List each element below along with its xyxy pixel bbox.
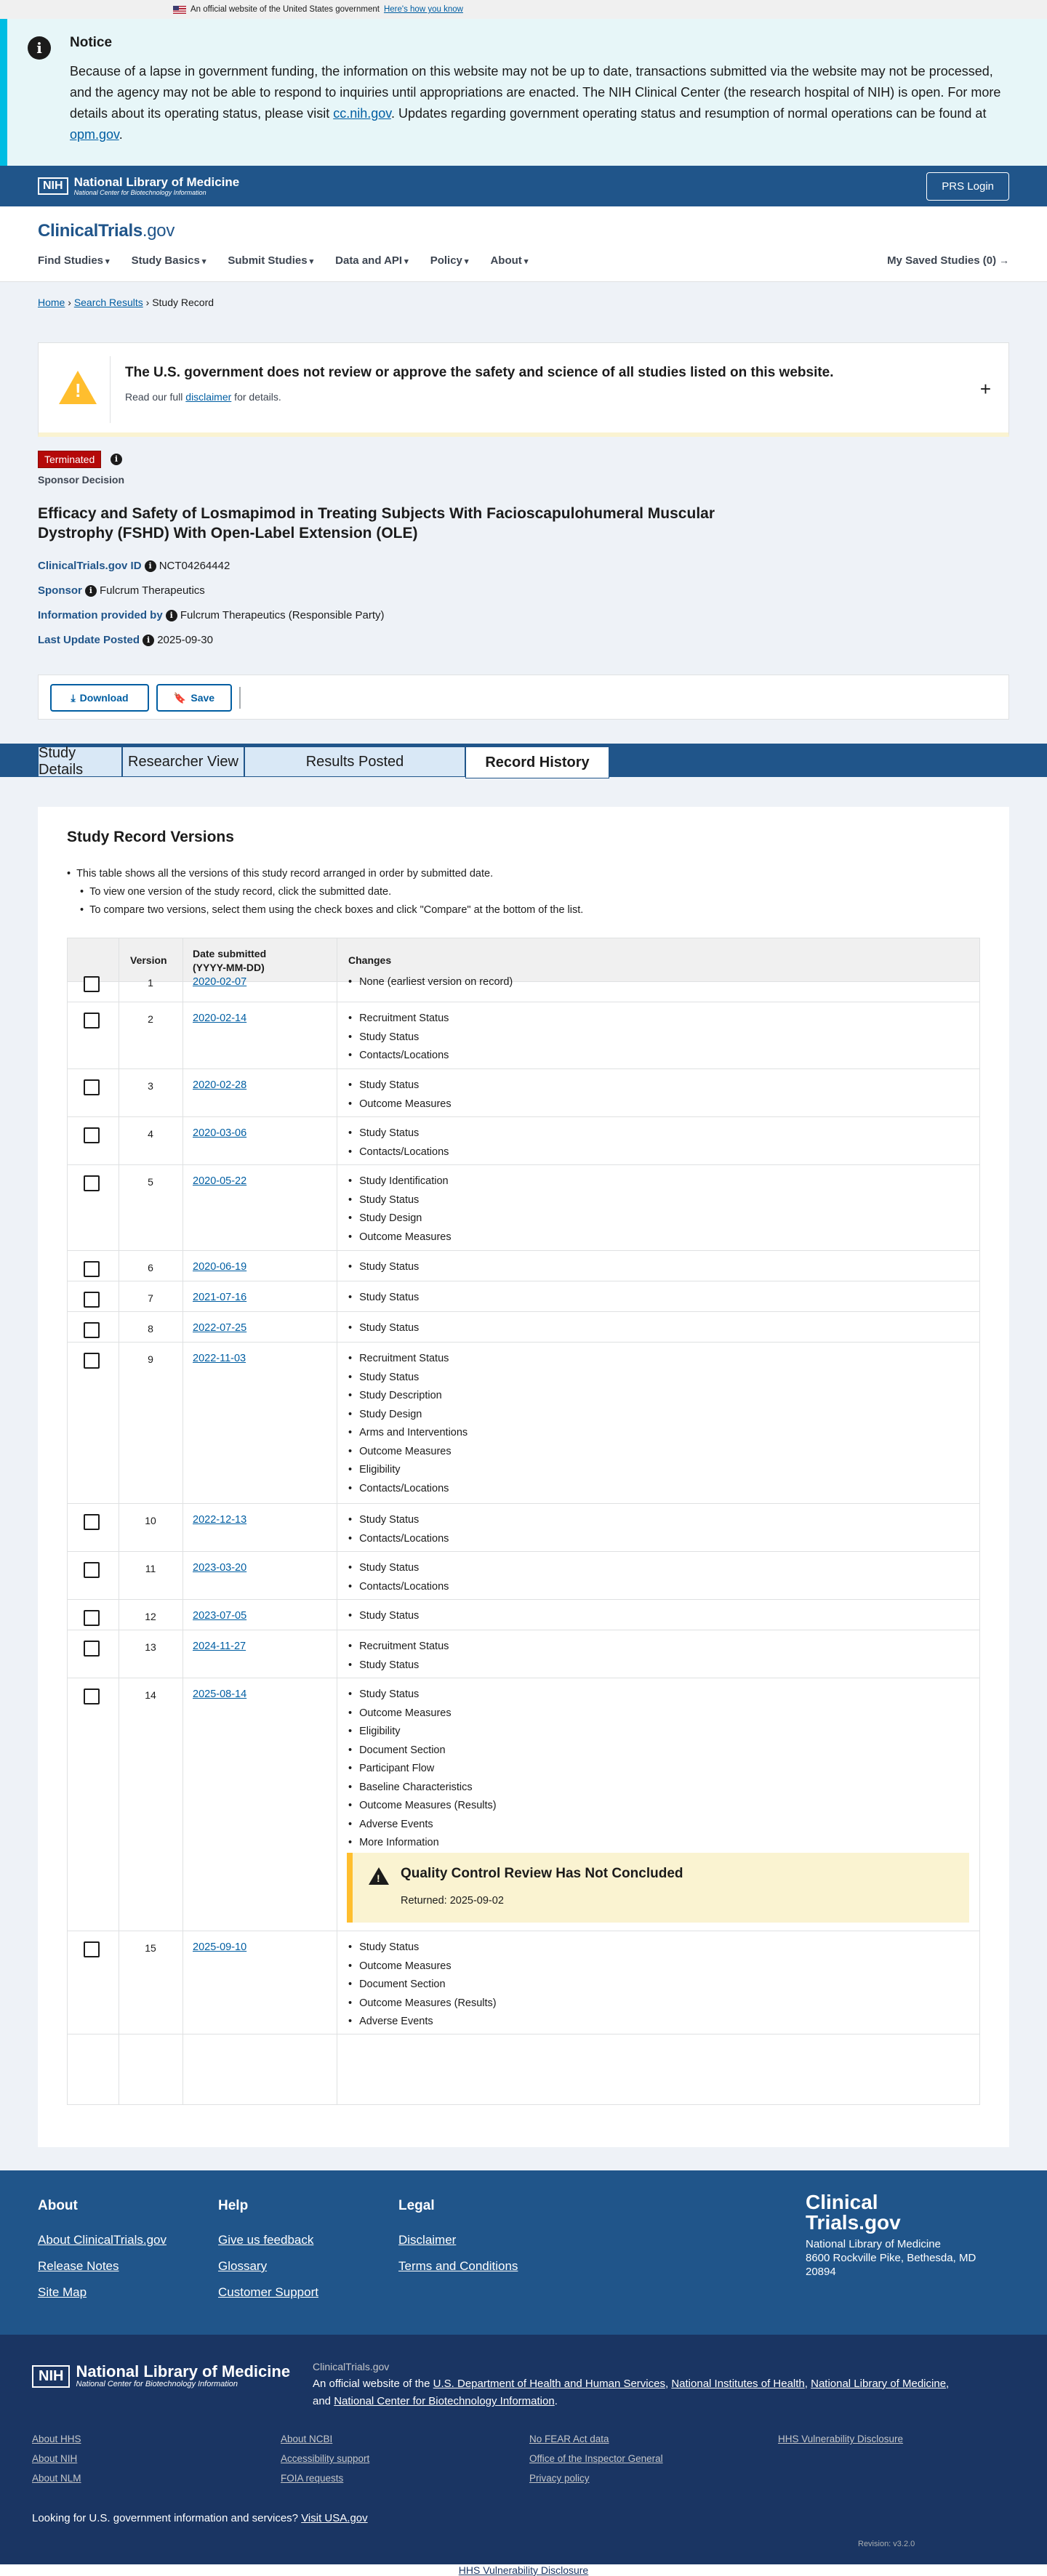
notice-title: Notice bbox=[70, 35, 113, 50]
my-saved-studies-link[interactable]: My Saved Studies (0) → bbox=[887, 254, 1009, 267]
revision: Revision: v3.2.0 bbox=[858, 2540, 915, 2548]
accessibility-link[interactable]: Accessibility support bbox=[281, 2453, 370, 2464]
disclaimer-link[interactable]: disclaimer bbox=[185, 391, 232, 403]
breadcrumb-search-results[interactable]: Search Results bbox=[73, 297, 143, 308]
bottom-vulnerability-link[interactable]: HHS Vulnerability Disclosure bbox=[458, 2564, 589, 2576]
version-number: 5 bbox=[148, 1176, 153, 1188]
footer-links-col4 bbox=[778, 2434, 903, 2453]
version-number: 8 bbox=[148, 1323, 153, 1335]
version-number: 15 bbox=[145, 1942, 156, 1954]
change-item: • Study Status bbox=[348, 1191, 452, 1210]
change-item: • Study Description bbox=[348, 1387, 468, 1406]
nav-data-api[interactable]: Data and API ▾ bbox=[335, 254, 409, 267]
version-checkbox[interactable] bbox=[84, 1610, 100, 1626]
change-item: • Contacts/Locations bbox=[348, 1143, 449, 1162]
official-website-text: ClinicalTrials.gov An official website of the U.S. Department of Health and Human Services, National Institutes of Health, National Library of Medicine, and National Center for Biotechnology Information. bbox=[313, 2361, 950, 2407]
change-item: • Outcome Measures (Results) bbox=[348, 1995, 497, 2013]
change-list bbox=[348, 1289, 419, 1308]
change-item: • Document Section bbox=[348, 1976, 497, 1995]
version-date-link[interactable]: 2022-07-25 bbox=[193, 1322, 247, 1334]
site-header bbox=[0, 206, 1047, 282]
gov-banner bbox=[0, 0, 1047, 19]
inspector-general-link[interactable]: Office of the Inspector General bbox=[529, 2453, 663, 2464]
nav-find-studies[interactable]: Find Studies ▾ bbox=[38, 254, 110, 267]
version-date-link[interactable]: 2020-03-06 bbox=[193, 1127, 247, 1139]
change-list bbox=[348, 973, 513, 992]
version-checkbox[interactable] bbox=[84, 1689, 100, 1704]
expand-icon[interactable]: + bbox=[979, 378, 991, 400]
nih-logo-icon: NIH bbox=[38, 177, 68, 195]
tab-researcher-view[interactable]: Researcher View bbox=[122, 746, 244, 777]
version-date-link[interactable]: 2020-06-19 bbox=[193, 1261, 247, 1273]
notice-body: Because of a lapse in government funding, the information on this website may not be up to date, transactions submitted via the website may not be processed, and the agency may not be able to respond to inquiries until appropriations are enacted. The NIH Clinical Center (the research hospital of NIH) is open. For more details about its operating status, please visit cc.nih.gov. Updates regarding government operating status and resumption of normal operations can be found at opm.gov. bbox=[70, 64, 1001, 142]
change-item: • Study Status bbox=[348, 1124, 449, 1143]
change-list bbox=[348, 1124, 449, 1162]
change-item: • Adverse Events bbox=[348, 2013, 497, 2032]
table-row bbox=[68, 1630, 980, 1678]
change-item: • Document Section bbox=[348, 1742, 497, 1760]
main-nav bbox=[38, 254, 1009, 267]
tab-record-history[interactable]: Record History bbox=[465, 746, 609, 778]
change-item: • Contacts/Locations bbox=[348, 1480, 468, 1499]
footer-brand: Clinical Trials.gov National Library of Medicine 8600 Rockville Pike, Bethesda, MD 20894 bbox=[806, 2191, 976, 2278]
usagov-link[interactable]: Visit USA.gov bbox=[301, 2512, 368, 2524]
table-header: Version Date submitted (YYYY-MM-DD) Changes bbox=[68, 938, 980, 982]
table-row bbox=[68, 1600, 980, 1630]
change-list bbox=[348, 1939, 497, 2032]
versions-intro: • This table shows all the versions of this study record arranged in order by submitted date. • To view one version of the study record, click the submitted date. • To compare two versions, select them using the check boxes and click "Compare" at the bottom of the list. bbox=[67, 865, 583, 919]
breadcrumb-home[interactable]: Home bbox=[38, 297, 65, 308]
change-item: • Outcome Measures (Results) bbox=[348, 1797, 497, 1816]
usagov-row: Looking for U.S. government information and services? Visit USA.gov bbox=[32, 2512, 368, 2524]
change-item: • Outcome Measures bbox=[348, 1704, 497, 1723]
change-list bbox=[348, 1638, 449, 1675]
last-update-row: Last Update Posted i 2025-09-30 bbox=[38, 634, 213, 646]
ncbi-name: National Center for Biotechnology Information bbox=[73, 188, 206, 196]
footer-agency bbox=[0, 2335, 1047, 2564]
version-number: 6 bbox=[148, 1262, 153, 1273]
sponsor-name: Fulcrum Therapeutics bbox=[100, 584, 205, 597]
change-item: • Study Status bbox=[348, 1511, 449, 1530]
change-item: • Adverse Events bbox=[348, 1816, 497, 1835]
footer-nlm-logo[interactable]: NIH National Library of Medicine National Center for Biotechnology Information bbox=[32, 2364, 290, 2388]
version-date-link[interactable]: 2023-07-05 bbox=[193, 1610, 247, 1622]
version-number: 2 bbox=[148, 1013, 153, 1025]
version-date-link[interactable]: 2022-12-13 bbox=[193, 1514, 247, 1526]
version-date-link[interactable]: 2020-02-28 bbox=[193, 1079, 247, 1091]
version-checkbox[interactable] bbox=[84, 1079, 100, 1095]
footer-support-link[interactable]: Customer Support bbox=[218, 2285, 318, 2299]
table-row bbox=[68, 1281, 980, 1312]
version-date-link[interactable]: 2025-09-10 bbox=[193, 1941, 247, 1953]
record-versions-card bbox=[38, 807, 1009, 2147]
warning-icon: ! bbox=[369, 1867, 389, 1885]
vulnerability-link[interactable]: HHS Vulnerability Disclosure bbox=[778, 2434, 904, 2444]
table-row bbox=[68, 1165, 980, 1251]
tab-results-posted[interactable]: Results Posted bbox=[244, 746, 465, 777]
disclaimer-banner bbox=[38, 342, 1009, 437]
status-badge: Terminated bbox=[38, 451, 101, 468]
nih-link[interactable]: National Institutes of Health bbox=[671, 2378, 805, 2390]
version-number: 1 bbox=[148, 977, 153, 989]
change-item: • Outcome Measures bbox=[348, 1443, 468, 1462]
change-list bbox=[348, 1511, 449, 1548]
version-date-link[interactable]: 2023-03-20 bbox=[193, 1562, 247, 1574]
sponsor-info-icon[interactable]: i bbox=[85, 585, 97, 597]
download-icon: ⤓ bbox=[71, 691, 76, 704]
provided-info-icon[interactable]: i bbox=[166, 610, 177, 621]
change-item: • Study Design bbox=[348, 1406, 468, 1425]
version-number: 4 bbox=[148, 1128, 153, 1140]
change-item: • Study Identification bbox=[348, 1172, 452, 1191]
version-checkbox[interactable] bbox=[84, 1641, 100, 1657]
status-info-icon[interactable]: i bbox=[111, 454, 122, 465]
change-item: • Eligibility bbox=[348, 1461, 468, 1480]
footer-links-col2 bbox=[281, 2434, 369, 2492]
change-item: • Study Status bbox=[348, 1657, 449, 1675]
nav-policy[interactable]: Policy ▾ bbox=[430, 254, 469, 267]
us-flag-icon bbox=[173, 6, 186, 14]
no-fear-link[interactable]: No FEAR Act data bbox=[529, 2434, 609, 2444]
version-checkbox[interactable] bbox=[84, 1322, 100, 1338]
breadcrumb: Home › Search Results › Study Record bbox=[38, 297, 214, 308]
study-actions bbox=[38, 675, 1009, 720]
change-list bbox=[348, 1350, 468, 1498]
version-number: 11 bbox=[145, 1563, 156, 1574]
bookmark-icon: 🔖 bbox=[173, 691, 187, 704]
change-list bbox=[348, 1172, 452, 1247]
nlm-name: National Library of Medicine bbox=[73, 174, 240, 189]
qc-review-alert bbox=[347, 1853, 969, 1923]
provided-by-row: Information provided by i Fulcrum Therapeutics (Responsible Party) bbox=[38, 609, 385, 621]
change-list bbox=[348, 1010, 449, 1066]
change-list bbox=[348, 1607, 419, 1626]
ncbi-link[interactable]: National Center for Biotechnology Information bbox=[334, 2395, 555, 2407]
opm-link[interactable]: opm.gov bbox=[70, 127, 119, 142]
change-list bbox=[348, 1686, 497, 1853]
update-info-icon[interactable]: i bbox=[143, 635, 154, 646]
change-list bbox=[348, 1319, 419, 1338]
breadcrumb-current: Study Record bbox=[152, 297, 214, 308]
shutdown-notice bbox=[0, 19, 1047, 166]
version-checkbox[interactable] bbox=[84, 1562, 100, 1578]
nlm-logo[interactable] bbox=[38, 176, 239, 197]
version-checkbox[interactable] bbox=[84, 1175, 100, 1191]
study-title: Efficacy and Safety of Losmapimod in Treating Subjects With Facioscapulohumeral Muscular Dystrophy (FSHD) With Open-Label Extension (OLE) bbox=[38, 505, 715, 542]
footer-help: Help Give us feedback Glossary Customer Support bbox=[218, 2198, 318, 2299]
version-number: 13 bbox=[145, 1641, 156, 1653]
version-date-link[interactable]: 2022-11-03 bbox=[193, 1353, 246, 1364]
version-date-link[interactable]: 2020-02-07 bbox=[193, 976, 247, 988]
clinicaltrials-logo[interactable]: ClinicalTrials.gov bbox=[38, 221, 175, 241]
change-item: • Participant Flow bbox=[348, 1760, 497, 1779]
footer-links-col1 bbox=[32, 2434, 81, 2492]
study-id: NCT04264442 bbox=[159, 560, 230, 572]
disclaimer-text: Read our full disclaimer for details. bbox=[125, 391, 281, 403]
cc-nih-link[interactable]: cc.nih.gov bbox=[333, 106, 391, 121]
change-item: • Study Status bbox=[348, 1076, 452, 1095]
version-number: 12 bbox=[145, 1611, 156, 1622]
footer-legal: Legal Disclaimer Terms and Conditions bbox=[398, 2198, 518, 2273]
change-item: • Study Status bbox=[348, 1369, 468, 1388]
versions-table bbox=[67, 938, 980, 2105]
table-row bbox=[68, 1504, 980, 1552]
id-info-icon[interactable]: i bbox=[145, 560, 156, 572]
change-list bbox=[348, 1076, 452, 1114]
version-number: 9 bbox=[148, 1353, 153, 1365]
change-list bbox=[348, 1559, 449, 1596]
change-item: • Recruitment Status bbox=[348, 1350, 468, 1369]
change-item: • Arms and Interventions bbox=[348, 1424, 468, 1443]
change-item: • Recruitment Status bbox=[348, 1010, 449, 1029]
how-you-know-link[interactable]: Here's how you know bbox=[383, 5, 463, 14]
change-list bbox=[348, 1258, 419, 1277]
version-checkbox[interactable] bbox=[84, 1013, 100, 1029]
change-item: • Outcome Measures bbox=[348, 1957, 497, 1976]
change-item: • Study Status bbox=[348, 1258, 419, 1277]
version-checkbox[interactable] bbox=[84, 1261, 100, 1277]
hhs-link[interactable]: U.S. Department of Health and Human Services bbox=[433, 2378, 665, 2390]
footer-links-col3 bbox=[529, 2434, 663, 2492]
change-item: • Contacts/Locations bbox=[348, 1530, 449, 1549]
version-checkbox[interactable] bbox=[84, 1514, 100, 1530]
last-update-date: 2025-09-30 bbox=[157, 634, 213, 646]
table-row bbox=[68, 1117, 980, 1165]
version-checkbox[interactable] bbox=[84, 1127, 100, 1143]
footer-site-map-link[interactable]: Site Map bbox=[38, 2285, 87, 2299]
about-nih-link[interactable]: About NIH bbox=[32, 2453, 78, 2464]
sponsor-row: Sponsor i Fulcrum Therapeutics bbox=[38, 584, 205, 597]
table-row bbox=[68, 1002, 980, 1069]
version-date-link[interactable]: 2024-11-27 bbox=[193, 1641, 246, 1652]
change-item: • Contacts/Locations bbox=[348, 1578, 449, 1597]
change-item: • Study Status bbox=[348, 1289, 419, 1308]
table-row bbox=[68, 1931, 980, 2034]
change-item: • Study Status bbox=[348, 1686, 497, 1704]
table-row bbox=[68, 1312, 980, 1343]
change-item: • Study Status bbox=[348, 1319, 419, 1338]
study-tabs bbox=[0, 744, 1047, 777]
study-id-row: ClinicalTrials.gov ID i NCT04264442 bbox=[38, 560, 230, 572]
info-icon: i bbox=[28, 36, 51, 60]
version-number: 3 bbox=[148, 1080, 153, 1092]
provided-by: Fulcrum Therapeutics (Responsible Party) bbox=[180, 609, 385, 621]
version-number: 7 bbox=[148, 1292, 153, 1304]
nlm-link[interactable]: National Library of Medicine bbox=[811, 2378, 947, 2390]
footer-about-ct-link[interactable]: About ClinicalTrials.gov bbox=[38, 2233, 167, 2247]
version-checkbox[interactable] bbox=[84, 1353, 100, 1369]
change-item: • Study Status bbox=[348, 1029, 449, 1047]
version-checkbox[interactable] bbox=[84, 1292, 100, 1308]
foia-link[interactable]: FOIA requests bbox=[281, 2473, 344, 2484]
change-item: • Study Design bbox=[348, 1209, 452, 1228]
version-number: 10 bbox=[145, 1515, 156, 1526]
change-item: • More Information bbox=[348, 1834, 497, 1853]
footer-glossary-link[interactable]: Glossary bbox=[218, 2259, 268, 2273]
prs-login-button[interactable]: PRS Login bbox=[926, 172, 1009, 201]
change-item: • None (earliest version on record) bbox=[348, 973, 513, 992]
version-checkbox[interactable] bbox=[84, 976, 100, 992]
nav-submit-studies[interactable]: Submit Studies ▾ bbox=[228, 254, 313, 267]
privacy-link[interactable]: Privacy policy bbox=[529, 2473, 590, 2484]
qc-returned: Returned: 2025-09-02 bbox=[401, 1895, 504, 1907]
about-ncbi-link[interactable]: About NCBI bbox=[281, 2434, 333, 2444]
table-row bbox=[68, 1069, 980, 1117]
table-row bbox=[68, 1343, 980, 1504]
table-row bbox=[68, 1552, 980, 1600]
nih-logo-icon: NIH bbox=[32, 2365, 70, 2388]
footer-release-notes-link[interactable]: Release Notes bbox=[38, 2259, 119, 2273]
warning-icon: ! bbox=[59, 371, 97, 404]
table-row bbox=[68, 1251, 980, 1281]
bottom-vulnerability bbox=[0, 2564, 1047, 2576]
tab-study-details[interactable]: Study Details bbox=[38, 746, 122, 777]
gov-banner-text: An official website of the United States government bbox=[190, 5, 380, 14]
change-item: • Study Status bbox=[348, 1939, 497, 1957]
change-item: • Outcome Measures bbox=[348, 1228, 452, 1247]
footer-main bbox=[0, 2170, 1047, 2335]
version-date-link[interactable]: 2025-08-14 bbox=[193, 1689, 247, 1700]
table-row bbox=[68, 973, 980, 1002]
save-button[interactable]: 🔖 Save bbox=[156, 684, 232, 712]
nav-study-basics[interactable]: Study Basics ▾ bbox=[132, 254, 206, 267]
footer-disclaimer-link[interactable]: Disclaimer bbox=[398, 2233, 457, 2247]
version-number: 14 bbox=[145, 1689, 156, 1701]
status-note: Sponsor Decision bbox=[38, 474, 125, 486]
qc-title: Quality Control Review Has Not Concluded bbox=[401, 1866, 683, 1881]
footer-feedback-link[interactable]: Give us feedback bbox=[218, 2233, 314, 2247]
change-item: • Outcome Measures bbox=[348, 1095, 452, 1114]
change-item: • Study Status bbox=[348, 1607, 419, 1626]
footer-terms-link[interactable]: Terms and Conditions bbox=[398, 2259, 518, 2273]
nav-about[interactable]: About ▾ bbox=[490, 254, 528, 267]
version-checkbox[interactable] bbox=[84, 1941, 100, 1957]
download-button[interactable]: ⤓ Download bbox=[50, 684, 149, 712]
versions-heading: Study Record Versions bbox=[67, 829, 234, 845]
footer-about: About About ClinicalTrials.gov Release Notes Site Map bbox=[38, 2198, 167, 2299]
about-nlm-link[interactable]: About NLM bbox=[32, 2473, 81, 2484]
table-row bbox=[68, 1678, 980, 1931]
change-item: • Study Status bbox=[348, 1559, 449, 1578]
change-item: • Eligibility bbox=[348, 1723, 497, 1742]
version-date-link[interactable]: 2020-05-22 bbox=[193, 1175, 247, 1187]
nlm-header bbox=[0, 166, 1047, 206]
change-item: • Contacts/Locations bbox=[348, 1047, 449, 1066]
version-date-link[interactable]: 2021-07-16 bbox=[193, 1292, 247, 1303]
change-item: • Baseline Characteristics bbox=[348, 1779, 497, 1798]
disclaimer-title: The U.S. government does not review or approve the safety and science of all studies listed on this website. bbox=[125, 365, 834, 380]
about-hhs-link[interactable]: About HHS bbox=[32, 2434, 81, 2444]
version-date-link[interactable]: 2020-02-14 bbox=[193, 1013, 247, 1024]
change-item: • Recruitment Status bbox=[348, 1638, 449, 1657]
